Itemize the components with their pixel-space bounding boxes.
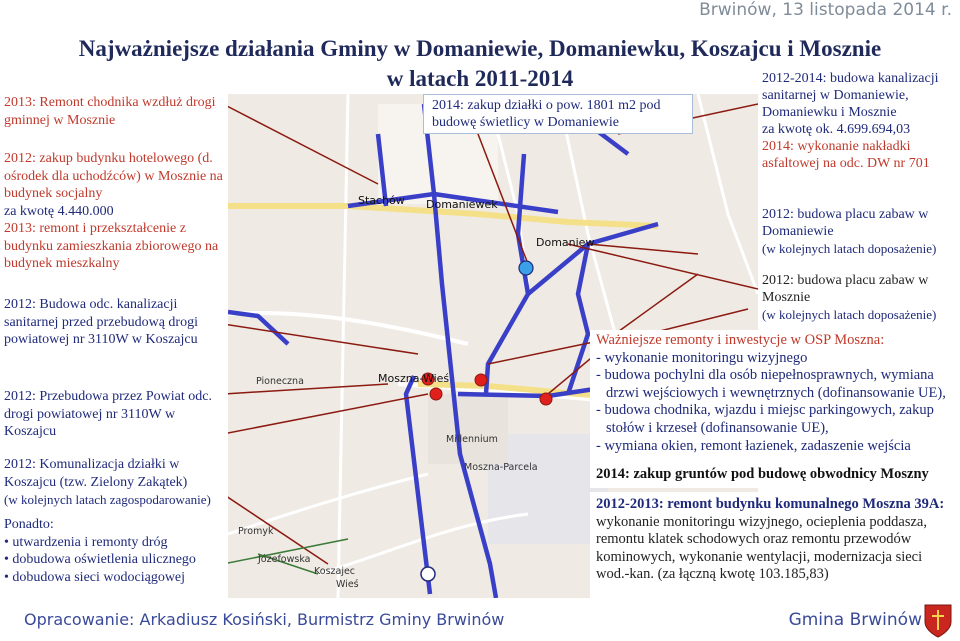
footer [0,600,960,641]
swietlica-box: 2014: zakup działki o pow. 1801 m2 pod budowę świetlicy w Domaniewie [423,94,693,134]
map-label-domaniewek: Domaniewek [426,198,498,211]
map-label-promyk: Promyk [238,526,274,537]
left-item-przebudowa-drogi: 2012: Przebudowa przez Powiat odc. drogi powiatowej nr 3110W w Koszajcu [4,389,212,439]
footer-author: Opracowanie: Arkadiusz Kosiński, Burmistrz Gminy Brwinów [24,610,505,629]
plac-moszna-head: 2012: budowa placu zabaw w Mosznie [762,273,929,305]
map-label-wies: Wieś [336,579,359,590]
plac-moszna-note: (w kolejnych latach doposażenie) [762,307,937,322]
dateline: Brwinów, 13 listopada 2014 r. [699,0,952,20]
left-item-kanalizacja-koszajec: 2012: Budowa odc. kanalizacji sanitarnej przed przebudową drogi powiatowej nr 3110W w Koszajcu [4,297,198,347]
left-item-hotel [4,150,224,273]
left-item-komunalizacja-note: (w kolejnych latach zagospodarowanie) [4,492,211,507]
map-label-polneczna: Pioneczna [256,376,304,387]
left-item-komunalizacja [4,456,224,510]
map-label-moszna-parcela: Moszna-Parcela [464,462,538,473]
ponadto-item: • dobudowa oświetlenia ulicznego [4,551,224,569]
osp-heading: Ważniejsze remonty i inwestycje w OSP Moszna: [596,332,885,348]
map-label-millennium: Millennium [446,434,498,445]
right-item-plac-moszna [758,270,960,324]
right-kanalizacja-head: 2012-2014: budowa kanalizacji sanitarnej w Domaniewie, Domaniewku i Mosznie [762,71,939,120]
footer-gmina: Gmina Brwinów [788,610,922,630]
ponadto-heading: Ponadto: [4,517,54,532]
osp-item: - budowa pochylni dla osób niepełnosprawnych, wymiana [596,367,934,384]
map-label-jozefowska: Józefowska [258,554,311,565]
left-item-chodnik: 2013: Remont chodnika wzdłuż drogi gminnej w Mosznie [4,95,216,128]
right-kanalizacja-amount: za kwotę ok. 4.699.694,03 [762,122,911,137]
map-label-stachow: Stachów [358,194,405,207]
right-item-kanalizacja [758,68,960,178]
right-item-plac-domaniew [758,204,960,258]
left-panel [0,88,228,598]
osp-item: stołów i krzeseł (dofinansowanie UE), [606,419,829,436]
title-line-2: w latach 2011-2014 [386,66,574,91]
map-label-koszajec: Koszajec [314,566,356,577]
komunalny-heading: 2012-2013: remont budynku komunalnego Moszna 39A: [596,496,945,512]
swietlica-marker-icon [519,261,533,275]
ponadto-list [4,534,224,587]
left-item-hotel-remont: 2013: remont i przekształcenie z budynku zamieszkania zbiorowego na budynek mieszkalny [4,221,219,271]
osp-item: drzwi wejściowych i wewnętrznych (dofinansowanie UE), [606,384,946,401]
plac-domaniew-note: (w kolejnych latach doposażenie) [762,241,937,256]
map-label-moszna-wies: Moszna-Wieś [378,372,450,385]
plac-domaniew-head: 2012: budowa placu zabaw w Domaniewie [762,207,929,239]
osp-item: - wykonanie monitoringu wizyjnego [596,349,808,366]
osp-box [590,330,960,462]
left-item-hotel-amount: za kwotę 4.440.000 [4,203,114,219]
ponadto-item: • dobudowa sieci wodociągowej [4,569,224,587]
osp-item: - budowa chodnika, wjazdu i miejsc parkingowych, zakup [596,402,934,419]
komunalny-body: wykonanie monitoringu wizyjnego, ocieplenia poddasza, remontu klatek schodowych oraz remontu przewodów kominowych, wykonanie wentylacji, modernizacja sieci wod.-kan. (za łączną kwotę 103.185,83) [596,513,927,583]
crest-icon [924,604,952,638]
obwodnica-box: 2014: zakup gruntów pod budowę obwodnicy Moszny [590,462,960,488]
ponadto-item: • utwardzenia i remonty dróg [4,534,224,552]
budynek-komunalny-box [590,492,960,598]
map-label-domaniew: Domaniew [536,236,595,249]
osp-item: - wymiana okien, remont łazienek, zadaszenie wejścia [596,437,911,454]
right-asfalt: 2014: wykonanie nakładki asfaltowej na odc. DW nr 701 [762,139,930,171]
title-line-1: Najważniejsze działania Gminy w Domaniewie, Domaniewku, Koszajcu i Mosznie [78,36,882,61]
left-item-komunalizacja-head: 2012: Komunalizacja działki w Koszajcu (tzw. Zielony Zakątek) [4,457,188,490]
left-ponadto [4,516,224,586]
left-item-hotel-text: 2012: zakup budynku hotelowego (d. ośrodek dla uchodźców) w Mosznie na budynek socjalny [4,151,223,201]
